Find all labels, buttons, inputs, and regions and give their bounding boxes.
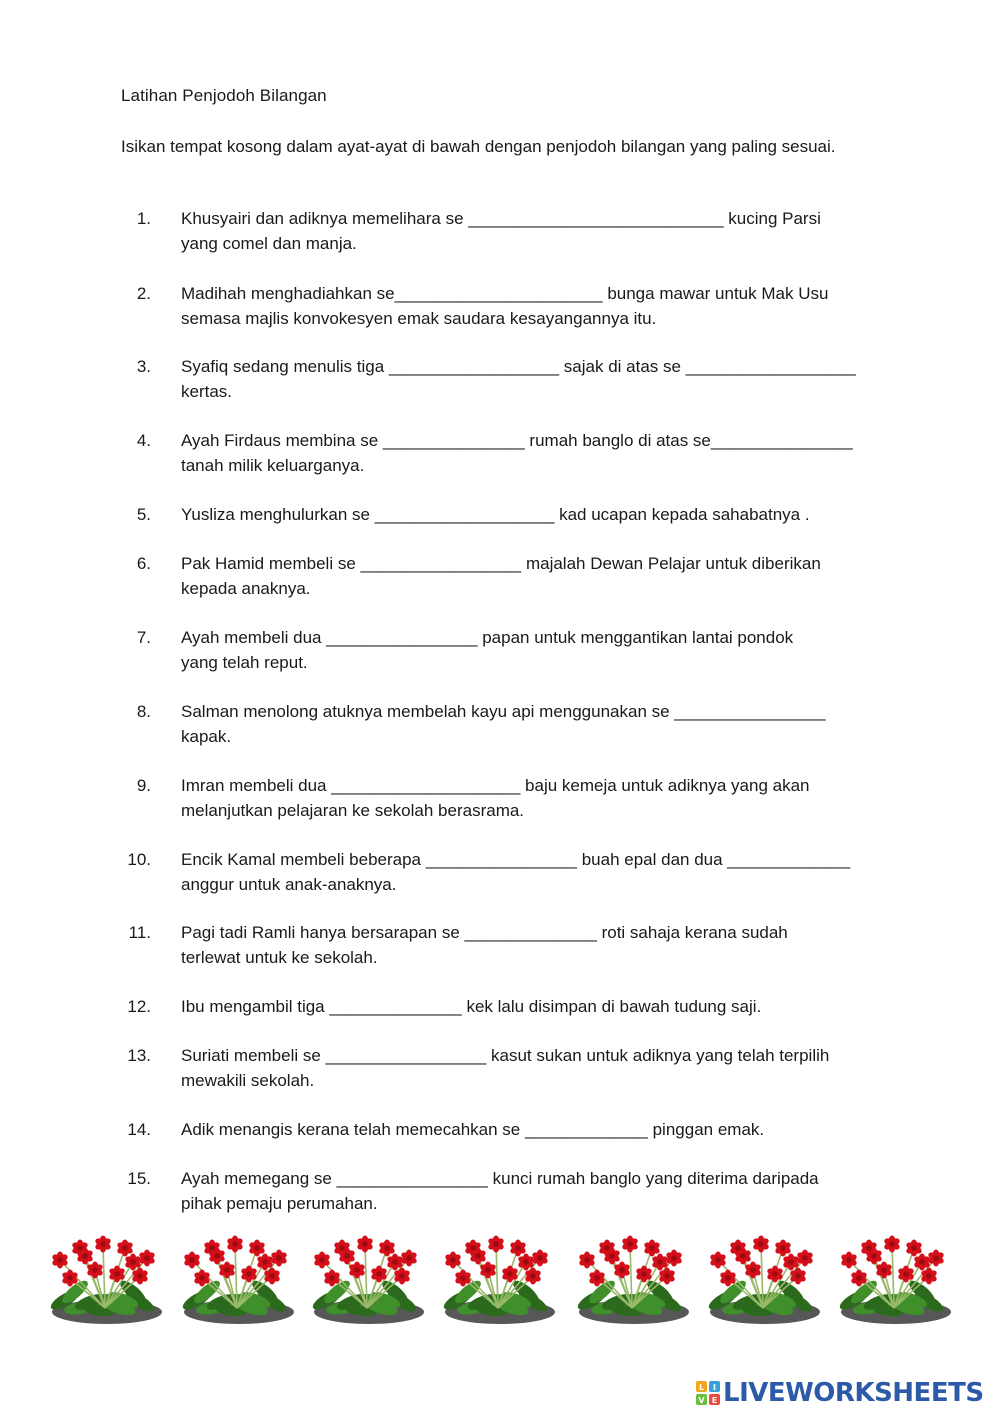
question-number: 7. — [136, 628, 151, 647]
question-text — [181, 773, 881, 823]
logo-tile-letter: I — [713, 1383, 716, 1392]
question-line: kertas. — [181, 382, 233, 401]
question-line: Imran membeli dua ____________________ baju kemeja untuk adiknya yang akan — [181, 776, 810, 795]
question-text — [181, 206, 881, 256]
question-line: anggur untuk anak-anaknya. — [181, 875, 397, 894]
liveworksheets-logo-icon — [696, 1381, 720, 1405]
red-flower-bush-icon — [834, 1230, 954, 1330]
question-number: 10. — [127, 850, 151, 869]
question-line: terlewat untuk ke sekolah. — [181, 948, 378, 967]
question-line: mewakili sekolah. — [181, 1071, 315, 1090]
question-line: Pak Hamid membeli se _________________ majalah Dewan Pelajar untuk diberikan — [181, 554, 821, 573]
question-text — [181, 994, 881, 1019]
question-line: Adik menangis kerana telah memecahkan se _____________ pinggan emak. — [181, 1120, 765, 1139]
question-line: yang comel dan manja. — [181, 234, 357, 253]
question-line: Ayah membeli dua ________________ papan untuk menggantikan lantai pondok — [181, 628, 794, 647]
question-text — [181, 354, 881, 404]
question-text — [181, 699, 881, 749]
question-line: semasa majlis konvokesyen emak saudara kesayangannya itu. — [181, 309, 657, 328]
question-line: kapak. — [181, 727, 232, 746]
question-line: Pagi tadi Ramli hanya bersarapan se ______________ roti sahaja kerana sudah — [181, 923, 788, 942]
question-line: Khusyairi dan adiknya memelihara se ___________________________ kucing Parsi — [181, 209, 821, 228]
question-number: 12. — [127, 997, 151, 1016]
question-line: Ayah memegang se ________________ kunci rumah banglo yang diterima daripada — [181, 1169, 819, 1188]
question-text — [181, 847, 881, 897]
brand-logo[interactable] — [696, 1377, 996, 1409]
flower-border — [0, 1230, 1000, 1340]
question-number: 5. — [136, 505, 151, 524]
question-text — [181, 1043, 881, 1093]
question-number: 15. — [127, 1169, 151, 1188]
question-text — [181, 428, 881, 478]
question-line: Ibu mengambil tiga ______________ kek lalu disimpan di bawah tudung saji. — [181, 997, 762, 1016]
logo-tile-letter: V — [698, 1396, 705, 1405]
red-flower-bush-icon — [572, 1230, 692, 1330]
red-flower-bush-icon — [438, 1230, 558, 1330]
question-line: pihak pemaju perumahan. — [181, 1194, 378, 1213]
question-number: 3. — [136, 357, 151, 376]
brand-logo-text: LIVEWORKSHEETS — [723, 1378, 984, 1408]
question-number: 9. — [136, 776, 151, 795]
question-line: yang telah reput. — [181, 653, 308, 672]
question-text — [181, 551, 881, 601]
red-flower-bush-icon — [307, 1230, 427, 1330]
logo-tile-letter: E — [711, 1396, 718, 1405]
question-line: Ayah Firdaus membina se _______________ rumah banglo di atas se_______________ — [181, 431, 853, 450]
question-number: 11. — [128, 923, 151, 942]
question-text — [181, 1117, 881, 1142]
worksheet-instructions: Isikan tempat kosong dalam ayat-ayat di bawah dengan penjodoh bilangan yang paling sesuai. — [121, 137, 836, 156]
question-text — [181, 502, 881, 527]
question-line: Syafiq sedang menulis tiga __________________ sajak di atas se __________________ — [181, 357, 856, 376]
question-line: Madihah menghadiahkan se______________________ bunga mawar untuk Mak Usu — [181, 284, 829, 303]
question-number: 6. — [136, 554, 151, 573]
question-line: tanah milik keluarganya. — [181, 456, 365, 475]
red-flower-bush-icon — [45, 1230, 165, 1330]
question-line: melanjutkan pelajaran ke sekolah berasrama. — [181, 801, 525, 820]
question-number: 13. — [127, 1046, 151, 1065]
question-line: kepada anaknya. — [181, 579, 311, 598]
question-text — [181, 920, 881, 970]
question-line: Suriati membeli se _________________ kasut sukan untuk adiknya yang telah terpilih — [181, 1046, 830, 1065]
question-text — [181, 281, 881, 331]
question-text — [181, 1166, 881, 1216]
question-number: 14. — [127, 1120, 151, 1139]
question-line: Yusliza menghulurkan se ___________________ kad ucapan kepada sahabatnya . — [181, 505, 810, 524]
question-number: 1. — [136, 209, 151, 228]
red-flower-bush-icon — [177, 1230, 297, 1330]
question-number: 8. — [136, 702, 151, 721]
question-line: Encik Kamal membeli beberapa ________________ buah epal dan dua _____________ — [181, 850, 851, 869]
question-number: 2. — [136, 284, 151, 303]
red-flower-bush-icon — [703, 1230, 823, 1330]
logo-tile-letter: L — [698, 1383, 705, 1392]
question-line: Salman menolong atuknya membelah kayu api menggunakan se ________________ — [181, 702, 826, 721]
worksheet-title: Latihan Penjodoh Bilangan — [121, 86, 327, 105]
question-number: 4. — [136, 431, 151, 450]
question-text — [181, 625, 881, 675]
